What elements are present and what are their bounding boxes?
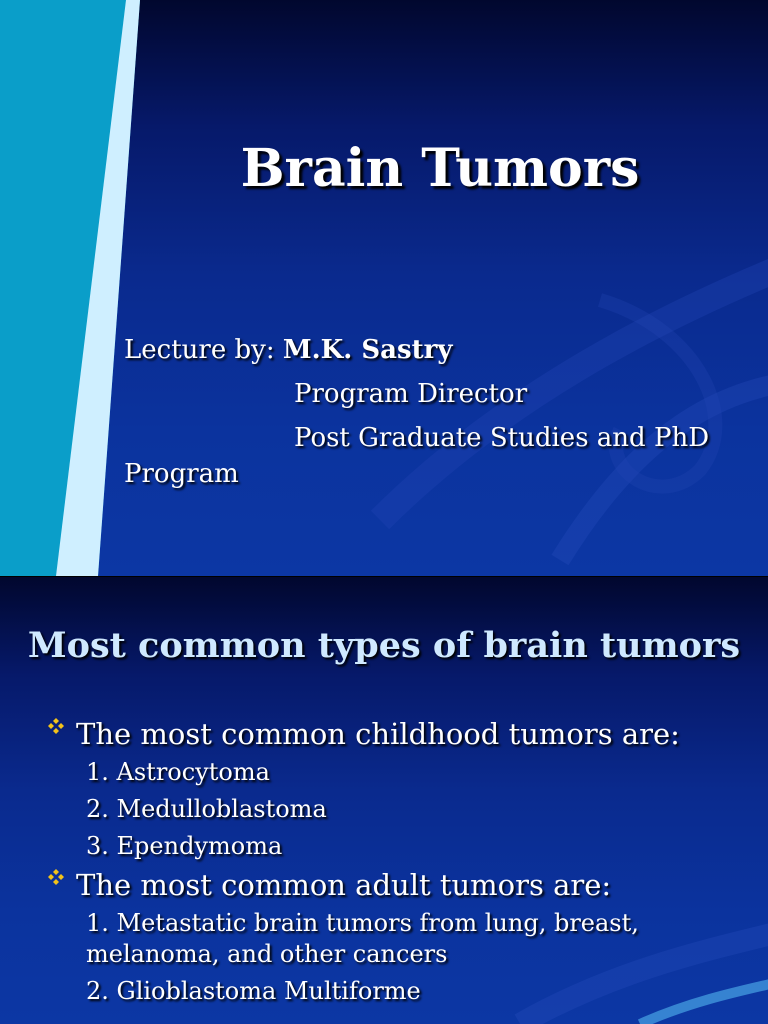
list-heading-text: The most common adult tumors are:	[76, 868, 612, 902]
four-diamond-bullet-icon	[48, 718, 64, 734]
department-line-continued: Program	[124, 459, 239, 489]
content-slide	[0, 577, 768, 1024]
lecture-prefix: Lecture by:	[124, 335, 283, 365]
list-heading-childhood	[48, 717, 758, 751]
lecturer-role: Program Director	[294, 379, 528, 409]
list-heading-text: The most common childhood tumors are:	[76, 717, 680, 751]
four-diamond-bullet-icon	[48, 869, 64, 885]
list-item: 3. Ependymoma	[86, 832, 283, 860]
list-item: 1. Astrocytoma	[86, 758, 270, 786]
lecturer-line	[124, 332, 764, 368]
list-item: 2. Glioblastoma Multiforme	[86, 977, 421, 1005]
lecturer-name: M.K. Sastry	[282, 335, 453, 365]
list-item: 2. Medulloblastoma	[86, 795, 327, 823]
slide-title: Most common types of brain tumors	[27, 625, 741, 666]
list-heading-adult	[48, 868, 758, 902]
tumor-list	[48, 717, 758, 1013]
list-item: 1. Metastatic brain tumors from lung, breast, melanoma, and other cancers	[86, 909, 639, 968]
department-line: Post Graduate Studies and PhD	[294, 423, 710, 453]
left-accent-band	[0, 0, 140, 576]
lecturer-info	[124, 332, 764, 492]
slide-title: Brain Tumors	[240, 138, 640, 199]
